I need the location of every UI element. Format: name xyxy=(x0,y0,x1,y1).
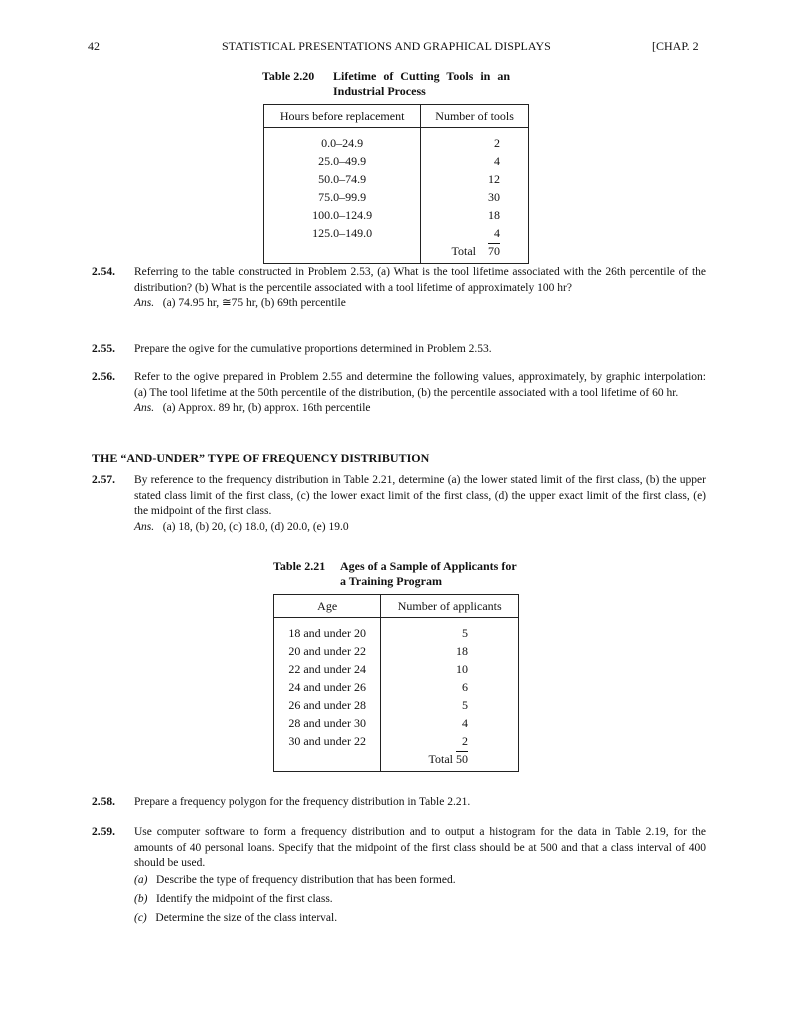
table-2-20-col-tools: Number of tools xyxy=(421,105,529,128)
table-row xyxy=(264,224,529,242)
problem-body xyxy=(134,825,706,872)
count-cell: 5 xyxy=(381,618,519,643)
count-cell: 4 xyxy=(381,714,519,732)
count-cell: 2 xyxy=(421,128,529,153)
problem-2-58 xyxy=(92,795,706,813)
answer-text: (a) 18, (b) 20, (c) 18.0, (d) 20.0, (e) 19.0 xyxy=(162,520,349,533)
sub-item-label: (b) xyxy=(134,893,148,905)
table-row xyxy=(264,152,529,170)
sub-item-label: (c) xyxy=(134,912,147,924)
count-cell: 12 xyxy=(421,170,529,188)
count-cell: 2 xyxy=(381,732,519,750)
problem-number: 2.58. xyxy=(92,796,115,808)
problem-body xyxy=(134,473,706,535)
range-cell: 18 and under 20 xyxy=(274,618,381,643)
count-cell: 6 xyxy=(381,678,519,696)
problem-2-55 xyxy=(92,342,706,360)
table-2-20-title-line1: Lifetime of Cutting Tools in an xyxy=(333,69,511,83)
total-label: Total xyxy=(428,751,453,766)
sub-item-label: (a) xyxy=(134,874,148,886)
problem-body xyxy=(134,370,706,417)
total-row xyxy=(274,750,519,772)
sub-item xyxy=(134,874,456,886)
table-2-21-col-age: Age xyxy=(274,595,381,618)
count-cell: 30 xyxy=(421,188,529,206)
problem-text: Use computer software to form a frequency distribution and to output a histogram for the data in Table 2.19, for the amounts of 40 personal loans. Specify that the midpoint of the first class should be at 500 and that a class interval of 400 should be used. xyxy=(134,826,706,869)
table-row xyxy=(274,642,519,660)
problem-text: Referring to the table constructed in Problem 2.53, (a) What is the tool lifetime associated with the 26th percentile of the distribution? (b) What is the percentile associated with a tool lifetime of approximately 100 hr? xyxy=(134,266,706,294)
count-cell: 18 xyxy=(381,642,519,660)
table-2-21-caption xyxy=(273,559,533,591)
sub-item-text: Describe the type of frequency distribution that has been formed. xyxy=(156,874,456,886)
sub-item xyxy=(134,893,333,905)
answer-text: (a) 74.95 hr, ≅75 hr, (b) 69th percentile xyxy=(162,297,346,309)
table-2-21-title-line1: Ages of a Sample of Applicants for xyxy=(340,559,517,573)
count-cell: 4 xyxy=(421,152,529,170)
table-row xyxy=(264,206,529,224)
table-2-21 xyxy=(273,594,519,772)
table-2-21-title-line2: a Training Program xyxy=(340,574,442,588)
problem-number: 2.54. xyxy=(92,266,115,278)
range-cell: 28 and under 30 xyxy=(274,714,381,732)
range-cell: 20 and under 22 xyxy=(274,642,381,660)
range-cell: 24 and under 26 xyxy=(274,678,381,696)
problem-2-56 xyxy=(92,370,706,434)
table-2-20 xyxy=(263,104,529,264)
answer-label: Ans. xyxy=(134,520,155,533)
range-cell: 75.0–99.9 xyxy=(264,188,421,206)
problem-body xyxy=(134,795,706,811)
total-cell xyxy=(381,750,519,772)
problem-2-54 xyxy=(92,265,706,327)
range-cell: 100.0–124.9 xyxy=(264,206,421,224)
table-row xyxy=(274,696,519,714)
total-row xyxy=(264,242,529,264)
problem-body xyxy=(134,342,706,358)
total-label: Total xyxy=(451,243,476,258)
count-cell: 18 xyxy=(421,206,529,224)
table-row xyxy=(264,170,529,188)
table-2-20-label: Table 2.20 xyxy=(262,69,315,83)
table-row xyxy=(264,128,529,153)
table-2-20-title-line2: Industrial Process xyxy=(333,84,426,98)
table-2-20-col-hours: Hours before replacement xyxy=(264,105,421,128)
total-value: 70 xyxy=(488,243,500,258)
problem-number: 2.57. xyxy=(92,474,115,486)
problem-text: Refer to the ogive prepared in Problem 2.55 and determine the following values, approximately, by graphic interpolation: (a) The tool lifetime at the 50th percentile of the distribution, (b) the percentile associated with a tool lifetime of 60 hr. xyxy=(134,371,706,399)
table-row xyxy=(264,188,529,206)
section-heading: THE “AND-UNDER” TYPE OF FREQUENCY DISTRIBUTION xyxy=(92,451,430,465)
range-cell: 0.0–24.9 xyxy=(264,128,421,153)
empty-cell xyxy=(264,242,421,264)
problem-number: 2.56. xyxy=(92,371,115,383)
problem-text: Prepare the ogive for the cumulative proportions determined in Problem 2.53. xyxy=(134,343,492,355)
sub-item xyxy=(134,912,337,924)
range-cell: 30 and under 22 xyxy=(274,732,381,750)
page-number: 42 xyxy=(88,39,100,53)
range-cell: 50.0–74.9 xyxy=(264,170,421,188)
count-cell: 4 xyxy=(421,224,529,242)
problem-text: By reference to the frequency distribution in Table 2.21, determine (a) the lower stated limit of the first class, (b) the upper stated class limit of the first class, (c) the lower exact limit of the first class, (d) the upper exact limit of the first class, (e) the midpoint of the first class. xyxy=(134,474,706,517)
answer-text: (a) Approx. 89 hr, (b) approx. 16th percentile xyxy=(162,402,371,414)
table-row xyxy=(274,732,519,750)
problem-body xyxy=(134,265,706,312)
problem-2-57 xyxy=(92,473,706,537)
range-cell: 26 and under 28 xyxy=(274,696,381,714)
table-row xyxy=(274,678,519,696)
count-cell: 5 xyxy=(381,696,519,714)
table-2-21-col-applicants: Number of applicants xyxy=(381,595,519,618)
answer-label: Ans. xyxy=(134,297,155,309)
running-title: STATISTICAL PRESENTATIONS AND GRAPHICAL DISPLAYS xyxy=(222,39,551,53)
problem-text: Prepare a frequency polygon for the frequency distribution in Table 2.21. xyxy=(134,796,471,808)
total-value: 50 xyxy=(456,751,468,766)
count-cell: 10 xyxy=(381,660,519,678)
sub-item-text: Identify the midpoint of the first class. xyxy=(156,893,333,905)
table-row xyxy=(274,618,519,643)
range-cell: 22 and under 24 xyxy=(274,660,381,678)
table-2-21-label: Table 2.21 xyxy=(273,559,326,573)
range-cell: 125.0–149.0 xyxy=(264,224,421,242)
table-2-20-caption xyxy=(262,69,534,101)
problem-2-59 xyxy=(92,825,706,875)
problem-number: 2.59. xyxy=(92,826,115,838)
sub-item-text: Determine the size of the class interval. xyxy=(155,912,338,924)
answer-label: Ans. xyxy=(134,402,155,414)
table-row xyxy=(274,714,519,732)
problem-number: 2.55. xyxy=(92,343,115,355)
chapter-label: [CHAP. 2 xyxy=(652,39,699,53)
total-cell xyxy=(421,242,529,264)
range-cell: 25.0–49.9 xyxy=(264,152,421,170)
table-row xyxy=(274,660,519,678)
empty-cell xyxy=(274,750,381,772)
